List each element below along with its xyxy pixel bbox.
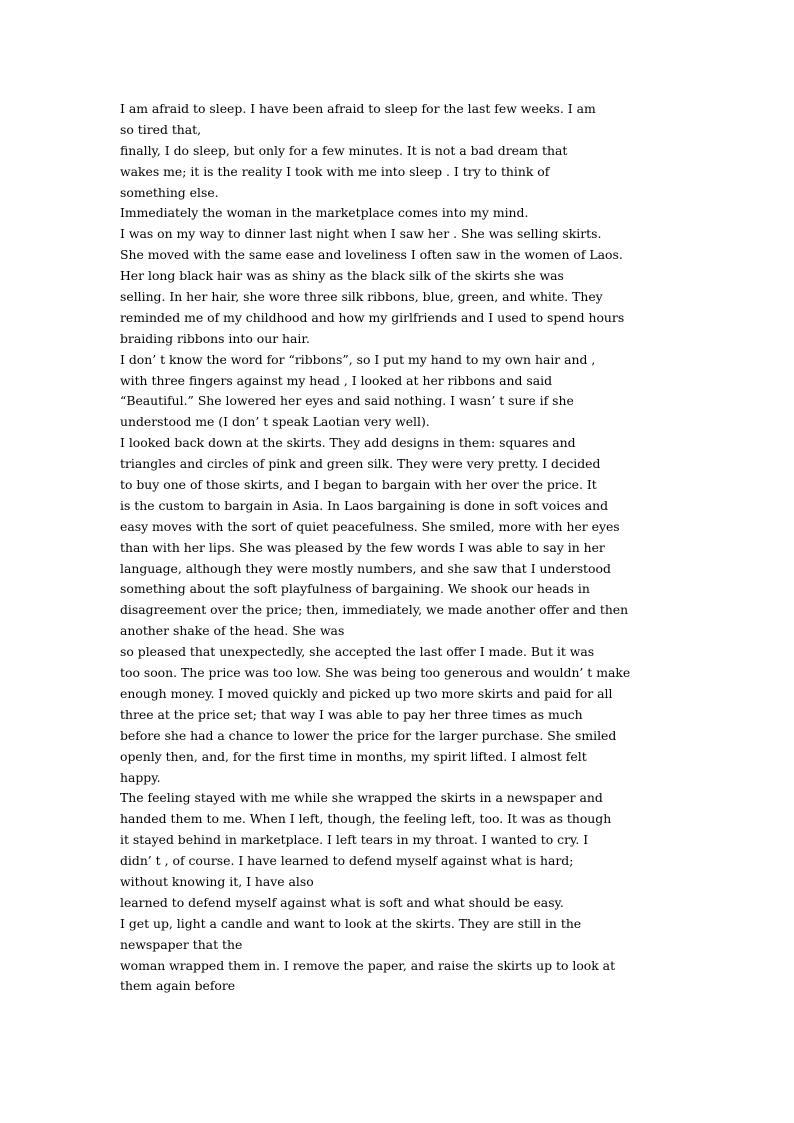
text-line: so tired that, (120, 121, 202, 137)
text-line: is the custom to bargain in Asia. In Laos bargaining is done in soft voices and (120, 497, 609, 513)
text-line: three at the price set; that way I was able to pay her three times as much (120, 706, 583, 722)
text-line: I was on my way to dinner last night when I saw her . She was selling skirts. (120, 226, 602, 242)
text-line: I am afraid to sleep. I have been afraid to sleep for the last few weeks. I am (120, 101, 596, 116)
text-line: so pleased that unexpectedly, she accepted the last offer I made. But it was (120, 644, 595, 660)
text-line: before she had a chance to lower the price for the larger purchase. She smiled (120, 727, 617, 743)
text-line: learned to defend myself against what is soft and what should be easy. (120, 894, 564, 910)
text-line: didn’ t , of course. I have learned to defend myself against what is hard; (120, 853, 574, 869)
text-line: wakes me; it is the reality I took with me into sleep . I try to think of (120, 163, 550, 179)
text-line: The feeling stayed with me while she wrapped the skirts in a newspaper and (120, 790, 603, 806)
text-line: I get up, light a candle and want to look at the skirts. They are still in the (120, 915, 582, 931)
text-line: Immediately the woman in the marketplace comes into my mind. (120, 205, 529, 221)
text-line: another shake of the head. She was (120, 623, 345, 639)
text-line: disagreement over the price; then, immediately, we made another offer and then (120, 602, 629, 618)
text-line: without knowing it, I have also (120, 873, 314, 889)
text-line: it stayed behind in marketplace. I left tears in my throat. I wanted to cry. I (120, 832, 589, 848)
text-line: language, although they were mostly numbers, and she saw that I understood (120, 560, 611, 576)
text-line: with three fingers against my head , I looked at her ribbons and said (120, 372, 553, 388)
text-line: selling. In her hair, she wore three silk ribbons, blue, green, and white. They (120, 289, 603, 305)
text-line: braiding ribbons into our hair. (120, 330, 310, 346)
text-line: something else. (120, 184, 219, 200)
text-line: handed them to me. When I left, though, the feeling left, too. It was as though (120, 811, 612, 827)
text-line: I looked back down at the skirts. They add designs in them: squares and (120, 435, 576, 451)
text-line: something about the soft playfulness of bargaining. We shook our heads in (120, 581, 590, 597)
text-line: openly then, and, for the first time in months, my spirit lifted. I almost felt (120, 748, 587, 764)
text-line: triangles and circles of pink and green silk. They were very pretty. I decided (120, 456, 601, 472)
text-line: She moved with the same ease and loveliness I often saw in the women of Laos. (120, 247, 623, 263)
text-line: easy moves with the sort of quiet peacefulness. She smiled, more with her eyes (120, 518, 620, 534)
text-line: than with her lips. She was pleased by the few words I was able to say in her (120, 539, 605, 555)
text-line: them again before (120, 978, 236, 994)
text-line: happy. (120, 769, 161, 785)
body-text (120, 99, 680, 997)
text-line: “Beautiful.” She lowered her eyes and said nothing. I wasn’ t sure if she (120, 393, 574, 409)
text-line: finally, I do sleep, but only for a few minutes. It is not a bad dream that (120, 142, 568, 158)
text-line: newspaper that the (120, 936, 243, 952)
text-line: I don’ t know the word for “ribbons”, so I put my hand to my own hair and , (120, 351, 596, 367)
text-line: too soon. The price was too low. She was being too generous and wouldn’ t make (120, 665, 631, 681)
text-line: understood me (I don’ t speak Laotian very well). (120, 414, 430, 430)
text-line: enough money. I moved quickly and picked up two more skirts and paid for all (120, 685, 613, 701)
text-line: to buy one of those skirts, and I began to bargain with her over the price. It (120, 477, 597, 493)
text-line: Her long black hair was as shiny as the black silk of the skirts she was (120, 268, 564, 284)
text-line: woman wrapped them in. I remove the paper, and raise the skirts up to look at (120, 957, 616, 973)
text-line: reminded me of my childhood and how my girlfriends and I used to spend hours (120, 309, 625, 325)
